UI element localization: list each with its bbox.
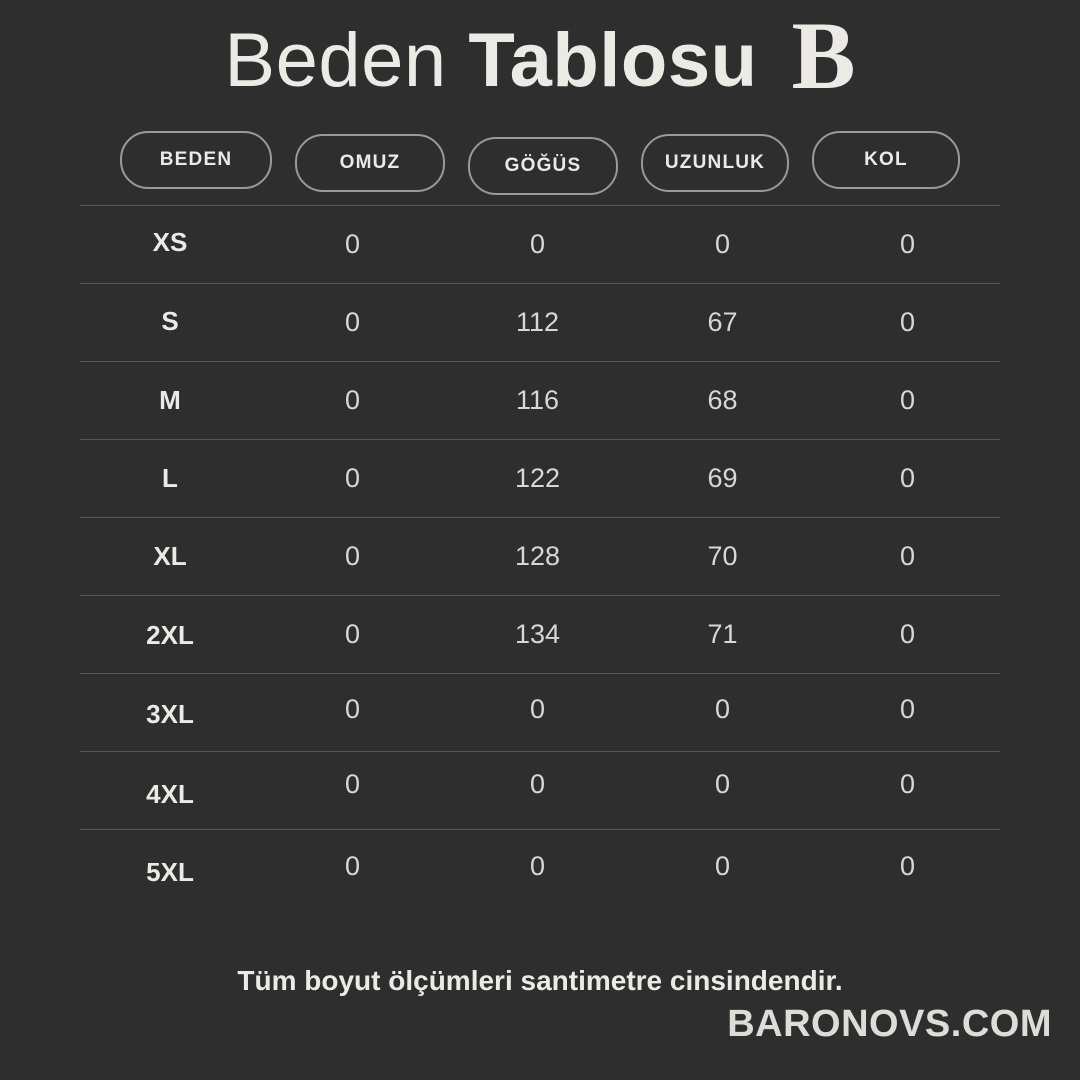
- cell-size: XS: [152, 227, 188, 257]
- table-row: [80, 829, 1000, 907]
- cell-uzunluk: 0: [714, 769, 731, 799]
- cell-gogus: 0: [529, 694, 546, 724]
- column-header-uzunluk: UZUNLUK: [641, 134, 789, 192]
- size-table: [80, 205, 1000, 907]
- column-header-kol: KOL: [812, 131, 960, 189]
- site-watermark: BARONOVS.COM: [727, 1003, 1052, 1045]
- cell-gogus: 112: [515, 307, 560, 337]
- cell-omuz: 0: [344, 769, 361, 799]
- column-header-gogus: GÖĞÜS: [468, 137, 618, 195]
- table-row: [80, 517, 1000, 595]
- table-row: [80, 673, 1000, 751]
- cell-kol: 0: [899, 541, 916, 571]
- cell-uzunluk: 0: [714, 851, 731, 881]
- cell-kol: 0: [899, 463, 916, 493]
- cell-size: XL: [153, 541, 187, 571]
- table-row: [80, 751, 1000, 829]
- cell-size: M: [159, 385, 181, 415]
- cell-gogus: 122: [514, 463, 561, 493]
- cell-gogus: 0: [529, 851, 546, 881]
- cell-kol: 0: [899, 769, 916, 799]
- cell-omuz: 0: [344, 619, 361, 649]
- cell-uzunluk: 0: [714, 229, 731, 259]
- cell-size: S: [161, 306, 179, 336]
- cell-kol: 0: [899, 385, 916, 415]
- table-row: [80, 361, 1000, 439]
- cell-omuz: 0: [344, 694, 361, 724]
- cell-size: L: [162, 463, 178, 493]
- cell-uzunluk: 0: [714, 694, 731, 724]
- cell-gogus: 134: [514, 619, 561, 649]
- title-row: [0, 0, 1080, 114]
- cell-uzunluk: 68: [707, 385, 738, 415]
- page-title: [224, 17, 757, 104]
- cell-uzunluk: 67: [707, 307, 738, 337]
- column-header-omuz: OMUZ: [295, 134, 445, 192]
- cell-gogus: 116: [515, 385, 560, 415]
- cell-uzunluk: 70: [707, 541, 738, 571]
- cell-gogus: 0: [529, 769, 546, 799]
- cell-omuz: 0: [344, 229, 361, 259]
- cell-omuz: 0: [344, 307, 361, 337]
- cell-size: 5XL: [146, 857, 194, 887]
- cell-size: 2XL: [146, 620, 194, 650]
- cell-kol: 0: [899, 229, 916, 259]
- cell-kol: 0: [899, 307, 916, 337]
- table-row: [80, 439, 1000, 517]
- table-row: [80, 595, 1000, 673]
- cell-gogus: 128: [514, 541, 561, 571]
- cell-kol: 0: [899, 851, 916, 881]
- cell-size: 4XL: [146, 779, 194, 809]
- cell-kol: 0: [899, 619, 916, 649]
- page-title-bold: Tablosu: [468, 17, 758, 103]
- cell-omuz: 0: [344, 851, 361, 881]
- table-row: [80, 283, 1000, 361]
- column-header-beden: BEDEN: [120, 131, 272, 189]
- table-header-row: [0, 122, 1080, 195]
- cell-omuz: 0: [344, 463, 361, 493]
- page-title-light: Beden: [224, 17, 469, 103]
- cell-omuz: 0: [344, 541, 361, 571]
- brand-logo-icon: B: [791, 2, 856, 109]
- cell-omuz: 0: [344, 385, 361, 415]
- cell-kol: 0: [899, 694, 916, 724]
- cell-gogus: 0: [529, 229, 546, 259]
- measurement-note: Tüm boyut ölçümleri santimetre cinsindendir.: [237, 965, 843, 996]
- cell-uzunluk: 71: [707, 619, 738, 649]
- cell-size: 3XL: [146, 699, 194, 729]
- table-row: [80, 205, 1000, 283]
- cell-uzunluk: 69: [707, 463, 738, 493]
